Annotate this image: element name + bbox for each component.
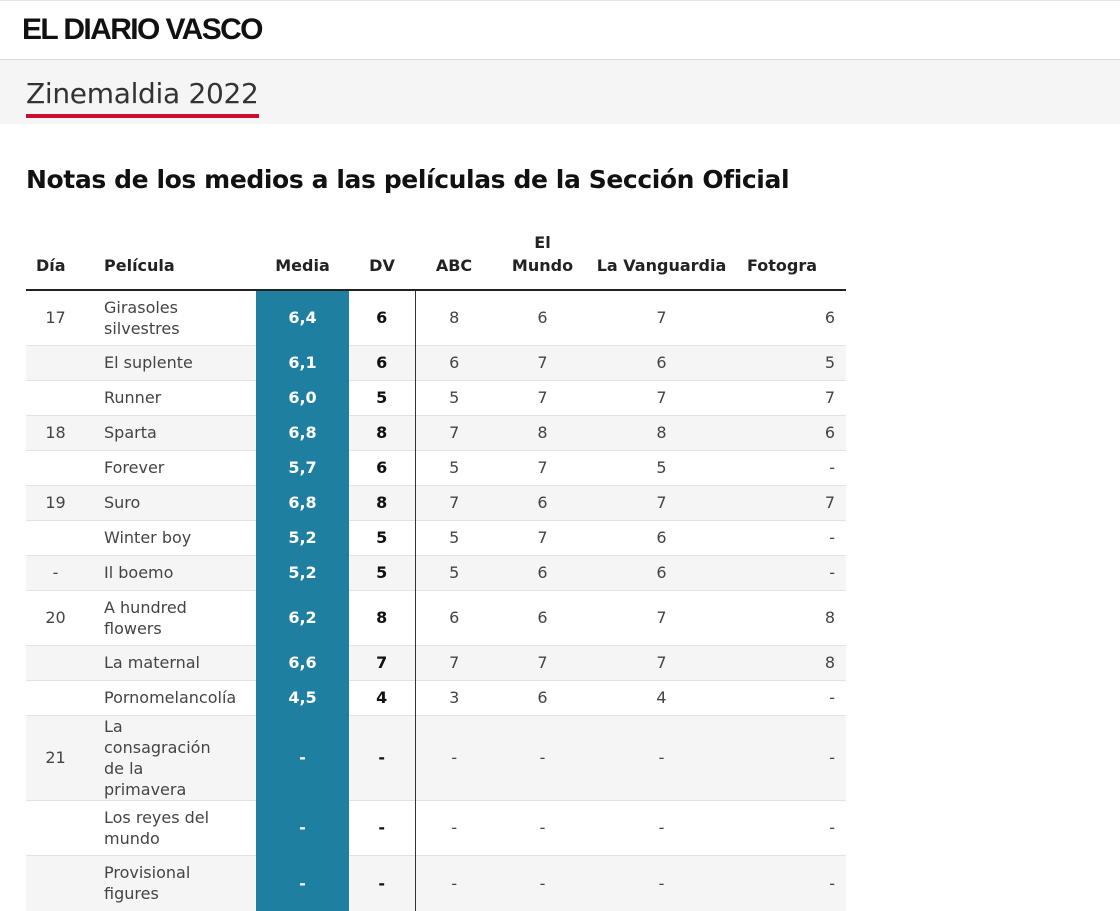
cell-abc: 6 <box>415 345 493 380</box>
cell-dv: 5 <box>349 555 415 590</box>
cell-fotogramas: 8 <box>731 590 846 645</box>
cell-fotogramas: 6 <box>731 290 846 345</box>
table-row <box>26 380 846 415</box>
cell-abc: 7 <box>415 645 493 680</box>
cell-dv: - <box>349 800 415 855</box>
cell-pelicula: Forever <box>85 450 256 485</box>
cell-la-vanguardia: - <box>592 800 731 855</box>
cell-dia <box>26 800 85 855</box>
column-header-dia: Día <box>26 228 85 290</box>
cell-dia: 19 <box>26 485 85 520</box>
cell-pelicula: Los reyes del mundo <box>85 800 256 855</box>
cell-la-vanguardia: 5 <box>592 450 731 485</box>
ratings-table-container[interactable] <box>26 228 835 911</box>
cell-dv: 8 <box>349 485 415 520</box>
cell-dv: - <box>349 855 415 911</box>
cell-el-mundo: 6 <box>493 590 592 645</box>
cell-dia <box>26 380 85 415</box>
cell-fotogramas: - <box>731 855 846 911</box>
cell-el-mundo: 7 <box>493 520 592 555</box>
cell-dia: 20 <box>26 590 85 645</box>
cell-pelicula: Suro <box>85 485 256 520</box>
cell-el-mundo: 7 <box>493 450 592 485</box>
table-row <box>26 555 846 590</box>
cell-abc: 5 <box>415 450 493 485</box>
cell-dia <box>26 450 85 485</box>
cell-pelicula: La consagración de la primavera <box>85 715 256 800</box>
cell-fotogramas: - <box>731 800 846 855</box>
cell-fotogramas: - <box>731 450 846 485</box>
table-row <box>26 680 846 715</box>
cell-la-vanguardia: 7 <box>592 645 731 680</box>
cell-el-mundo: - <box>493 855 592 911</box>
cell-pelicula: Il boemo <box>85 555 256 590</box>
cell-dia <box>26 520 85 555</box>
table-row <box>26 520 846 555</box>
ratings-table <box>26 228 846 911</box>
cell-la-vanguardia: - <box>592 855 731 911</box>
site-logo[interactable]: EL DIARIO VASCO <box>22 13 262 46</box>
cell-dv: 7 <box>349 645 415 680</box>
cell-pelicula: Pornomelancolía <box>85 680 256 715</box>
cell-media: 6,4 <box>256 290 349 345</box>
cell-abc: - <box>415 715 493 800</box>
cell-abc: 5 <box>415 520 493 555</box>
table-row <box>26 450 846 485</box>
table-row <box>26 290 846 345</box>
cell-abc: 5 <box>415 555 493 590</box>
cell-abc: 5 <box>415 380 493 415</box>
column-header-media: Media <box>256 228 349 290</box>
column-header-pelicula: Película <box>85 228 256 290</box>
cell-fotogramas: 5 <box>731 345 846 380</box>
cell-dv: 6 <box>349 450 415 485</box>
cell-pelicula: Provisional figures <box>85 855 256 911</box>
cell-el-mundo: 6 <box>493 555 592 590</box>
cell-abc: 8 <box>415 290 493 345</box>
table-header-row <box>26 228 846 290</box>
cell-pelicula: Girasoles silvestres <box>85 290 256 345</box>
cell-el-mundo: 7 <box>493 380 592 415</box>
cell-dv: 4 <box>349 680 415 715</box>
cell-media: 6,6 <box>256 645 349 680</box>
cell-el-mundo: - <box>493 800 592 855</box>
cell-dv: 5 <box>349 380 415 415</box>
cell-media: - <box>256 715 349 800</box>
cell-abc: - <box>415 800 493 855</box>
cell-media: 5,2 <box>256 520 349 555</box>
column-header-fotogramas: Fotogra <box>731 228 846 290</box>
cell-fotogramas: - <box>731 715 846 800</box>
cell-fotogramas: - <box>731 520 846 555</box>
cell-media: 6,2 <box>256 590 349 645</box>
cell-media: - <box>256 855 349 911</box>
cell-pelicula: Sparta <box>85 415 256 450</box>
cell-pelicula: Winter boy <box>85 520 256 555</box>
cell-pelicula: A hundred flowers <box>85 590 256 645</box>
cell-la-vanguardia: 4 <box>592 680 731 715</box>
cell-dv: 8 <box>349 590 415 645</box>
cell-la-vanguardia: 7 <box>592 590 731 645</box>
cell-fotogramas: 7 <box>731 485 846 520</box>
cell-el-mundo: - <box>493 715 592 800</box>
section-title[interactable]: Zinemaldia 2022 <box>26 78 259 118</box>
cell-dv: 8 <box>349 415 415 450</box>
table-row <box>26 645 846 680</box>
cell-fotogramas: 8 <box>731 645 846 680</box>
cell-fotogramas: 7 <box>731 380 846 415</box>
site-header <box>0 0 1120 60</box>
column-header-la-vanguardia: La Vanguardia <box>592 228 731 290</box>
column-header-dv: DV <box>349 228 415 290</box>
cell-el-mundo: 8 <box>493 415 592 450</box>
cell-dv: 5 <box>349 520 415 555</box>
table-row <box>26 415 846 450</box>
cell-dia: 21 <box>26 715 85 800</box>
table-row <box>26 715 846 800</box>
cell-abc: 3 <box>415 680 493 715</box>
cell-fotogramas: - <box>731 555 846 590</box>
cell-media: 4,5 <box>256 680 349 715</box>
cell-abc: 7 <box>415 415 493 450</box>
cell-dia <box>26 680 85 715</box>
cell-dv: 6 <box>349 290 415 345</box>
cell-la-vanguardia: 7 <box>592 380 731 415</box>
table-row <box>26 485 846 520</box>
column-header-el-mundo: El Mundo <box>493 228 592 290</box>
cell-media: 5,2 <box>256 555 349 590</box>
cell-la-vanguardia: 8 <box>592 415 731 450</box>
table-row <box>26 590 846 645</box>
cell-dia <box>26 645 85 680</box>
cell-dia <box>26 855 85 911</box>
cell-dia <box>26 345 85 380</box>
cell-pelicula: El suplente <box>85 345 256 380</box>
cell-el-mundo: 6 <box>493 680 592 715</box>
cell-el-mundo: 6 <box>493 290 592 345</box>
cell-fotogramas: - <box>731 680 846 715</box>
cell-la-vanguardia: 6 <box>592 345 731 380</box>
table-body <box>26 290 846 911</box>
cell-dv: 6 <box>349 345 415 380</box>
cell-dv: - <box>349 715 415 800</box>
cell-el-mundo: 6 <box>493 485 592 520</box>
cell-el-mundo: 7 <box>493 345 592 380</box>
article-headline: Notas de los medios a las películas de la Sección Oficial <box>26 165 790 194</box>
cell-dia: 17 <box>26 290 85 345</box>
cell-la-vanguardia: 7 <box>592 290 731 345</box>
cell-abc: 6 <box>415 590 493 645</box>
cell-el-mundo: 7 <box>493 645 592 680</box>
cell-dia: - <box>26 555 85 590</box>
cell-abc: 7 <box>415 485 493 520</box>
cell-dia: 18 <box>26 415 85 450</box>
section-bar <box>0 60 1120 124</box>
cell-media: - <box>256 800 349 855</box>
cell-la-vanguardia: 6 <box>592 520 731 555</box>
cell-la-vanguardia: - <box>592 715 731 800</box>
cell-pelicula: Runner <box>85 380 256 415</box>
table-row <box>26 855 846 911</box>
cell-la-vanguardia: 6 <box>592 555 731 590</box>
cell-abc: - <box>415 855 493 911</box>
table-row <box>26 800 846 855</box>
cell-media: 6,1 <box>256 345 349 380</box>
cell-media: 6,0 <box>256 380 349 415</box>
cell-la-vanguardia: 7 <box>592 485 731 520</box>
cell-media: 6,8 <box>256 485 349 520</box>
cell-media: 5,7 <box>256 450 349 485</box>
table-row <box>26 345 846 380</box>
cell-fotogramas: 6 <box>731 415 846 450</box>
cell-pelicula: La maternal <box>85 645 256 680</box>
cell-media: 6,8 <box>256 415 349 450</box>
column-header-abc: ABC <box>415 228 493 290</box>
